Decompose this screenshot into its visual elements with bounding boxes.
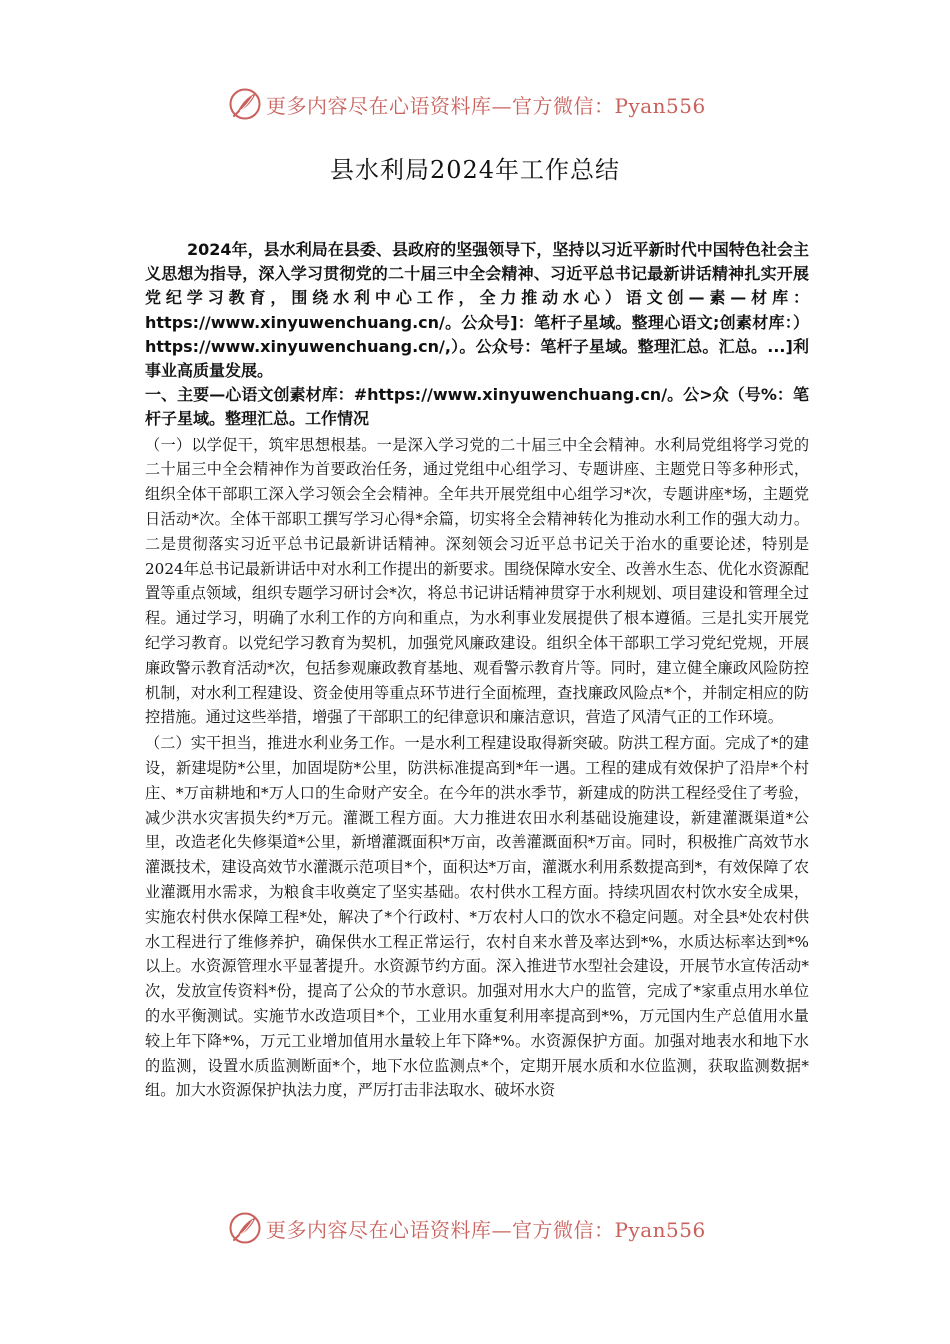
document-body <box>145 238 809 1103</box>
watermark-text: 更多内容尽在心语资料库—官方微信：Pyan556 <box>266 1217 706 1242</box>
watermark-footer <box>228 1208 706 1248</box>
watermark-header <box>228 84 706 124</box>
feather-pen-logo-icon <box>228 1211 262 1245</box>
paragraph-work: （二）实干担当，推进水利业务工作。一是水利工程建设取得新突破。防洪工程方面。完成了*的建设，新建堤防*公里，加固堤防*公里，防洪标准提高到*年一遇。工程的建成有效保护了沿岸*个村庄、*万亩耕地和*万人口的生命财产安全。在今年的洪水季节，新建成的防洪工程经受住了考验，减少洪水灾害损失约*万元。灌溉工程方面。大力推进农田水利基础设施建设，新建灌溉渠道*公里，改造老化失修渠道*公里，新增灌溉面积*万亩，改善灌溉面积*万亩。同时，积极推广高效节水灌溉技术，建设高效节水灌溉示范项目*个，面积达*万亩，灌溉水利用系数提高到*，有效保障了农业灌溉用水需求，为粮食丰收奠定了坚实基础。农村供水工程方面。持续巩固农村饮水安全成果，实施农村供水保障工程*处，解决了*个行政村、*万农村人口的饮水不稳定问题。对全县*处农村供水工程进行了维修养护，确保供水工程正常运行，农村自来水普及率达到*%，水质达标率达到*%以上。水资源管理水平显著提升。水资源节约方面。深入推进节水型社会建设，开展节水宣传活动*次，发放宣传资料*份，提高了公众的节水意识。加强对用水大户的监管，完成了*家重点用水单位的水平衡测试。实施节水改造项目*个，工业用水重复利用率提高到*%，万元国内生产总值用水量较上年下降*%，万元工业增加值用水量较上年下降*%。水资源保护方面。加强对地表水和地下水的监测，设置水质监测断面*个，地下水位监测点*个，定期开展水质和水位监测，获取监测数据*组。加大水资源保护执法力度，严厉打击非法取水、破坏水资 <box>145 734 809 1100</box>
feather-pen-logo-icon <box>228 87 262 121</box>
intro-paragraph: 2024年，县水利局在县委、县政府的坚强领导下，坚持以习近平新时代中国特色社会主义思想为指导，深入学习贯彻党的二十届三中全会精神、习近平总书记最新讲话精神扎实开展党纪学习教育，围绕水利中心工作，全力推动水心）语文创—素—材库：https://www.xinyuwenchuang.cn/。公众号]：笔杆子星域。整理心语文;创素材库：）https://www.xinyuwenchuang.cn/,）。公众号：笔杆子星域。整理汇总。汇总。...]利事业高质量发展。 <box>145 240 809 381</box>
watermark-text: 更多内容尽在心语资料库—官方微信：Pyan556 <box>266 93 706 118</box>
paragraph-study: （一）以学促干，筑牢思想根基。一是深入学习党的二十届三中全会精神。水利局党组将学习党的二十届三中全会精神作为首要政治任务，通过党组中心组学习、专题讲座、主题党日等多种形式，组织全体干部职工深入学习领会全会精神。全年共开展党组中心组学习*次，专题讲座*场，主题党日活动*次。全体干部职工撰写学习心得*余篇，切实将全会精神转化为推动水利工作的强大动力。二是贯彻落实习近平总书记最新讲话精神。深刻领会习近平总书记关于治水的重要论述，特别是2024年总书记最新讲话中对水利工作提出的新要求。围绕保障水安全、改善水生态、优化水资源配置等重点领域，组织专题学习研讨会*次，将总书记讲话精神贯穿于水利规划、项目建设和管理全过程。通过学习，明确了水利工作的方向和重点，为水利事业发展提供了根本遵循。三是扎实开展党纪学习教育。以党纪学习教育为契机，加强党风廉政建设。组织全体干部职工学习党纪党规，开展廉政警示教育活动*次，包括参观廉政教育基地、观看警示教育片等。同时，建立健全廉政风险防控机制，对水利工程建设、资金使用等重点环节进行全面梳理，查找廉政风险点*个，并制定相应的防控措施。通过这些举措，增强了干部职工的纪律意识和廉洁意识，营造了风清气正的工作环境。 <box>145 435 809 727</box>
section-heading: 一、主要—心语文创素材库：#https://www.xinyuwenchuang.cn/。公>众（号%：笔杆子星域。整理汇总。工作情况 <box>145 385 809 429</box>
document-title: 县水利局2024年工作总结 <box>329 156 621 184</box>
